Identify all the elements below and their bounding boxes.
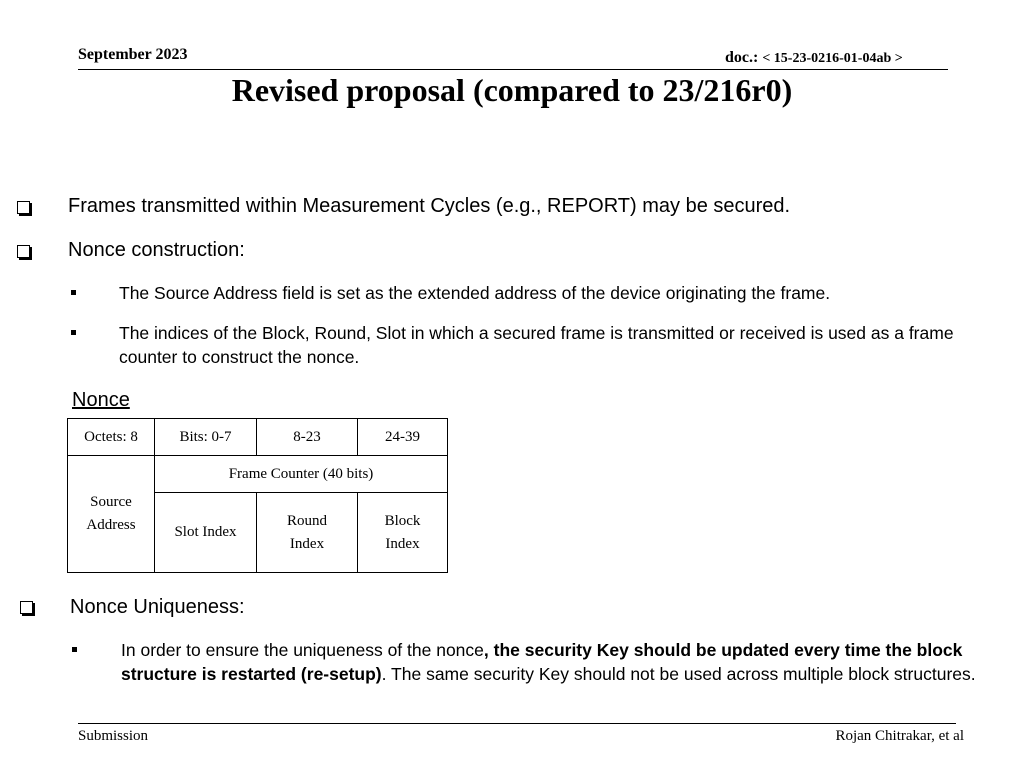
- doc-id: < 15-23-0216-01-04ab >: [762, 51, 903, 66]
- round-index-line1: Round: [286, 512, 327, 529]
- bullet-nonce-uniqueness: Nonce Uniqueness:: [70, 596, 245, 618]
- uniqueness-text-start: In order to ensure the uniqueness of the nonce: [121, 640, 484, 660]
- round-index-line2: Index: [289, 535, 325, 552]
- footer-author: Rojan Chitrakar, et al: [835, 728, 964, 744]
- nonce-table: [67, 418, 448, 573]
- checkbox-bullet-icon: [20, 601, 33, 614]
- doc-prefix: doc.:: [725, 49, 763, 66]
- table-header-bits-24-39: 24-39: [358, 419, 448, 456]
- sub-bullet-source-address: The Source Address field is set as the extended address of the device originating the frame.: [119, 283, 831, 303]
- block-index-line2: Index: [385, 535, 420, 552]
- header-divider: [78, 69, 948, 70]
- frame-counter-cell: Frame Counter (40 bits): [155, 456, 448, 493]
- nonce-label: Nonce: [72, 389, 130, 411]
- block-index-line1: Block: [384, 512, 421, 529]
- footer-submission: Submission: [78, 728, 149, 744]
- slot-index-cell: Slot Index: [155, 493, 257, 573]
- header-doc-id: [725, 49, 903, 67]
- block-index-cell: [358, 493, 448, 573]
- slide-title: Revised proposal (compared to 23/216r0): [231, 72, 793, 108]
- sub-bullet-uniqueness: [121, 638, 1001, 686]
- table-header-octets: Octets: 8: [68, 419, 155, 456]
- uniqueness-text-end: . The same security Key should not be used across multiple block structures.: [381, 664, 976, 684]
- bullet-nonce-construction: Nonce construction:: [68, 239, 245, 261]
- table-header-bits-8-23: 8-23: [257, 419, 358, 456]
- source-address-cell: [68, 456, 155, 573]
- footer-divider: [78, 723, 956, 724]
- uniqueness-text-bold: , the security Key should be updated every time the block structure is restarted (re-setup): [121, 640, 963, 684]
- sub-bullet-indices: The indices of the Block, Round, Slot in which a secured frame is transmitted or received is used as a frame counter to construct the nonce.: [119, 323, 954, 367]
- square-bullet-icon: [71, 330, 76, 335]
- source-address-line2: Address: [86, 517, 136, 533]
- checkbox-bullet-icon: [17, 201, 30, 214]
- source-address-line1: Source: [90, 494, 132, 510]
- bullet-frames-secured: Frames transmitted within Measurement Cycles (e.g., REPORT) may be secured.: [68, 195, 791, 217]
- checkbox-bullet-icon: [17, 245, 30, 258]
- square-bullet-icon: [72, 647, 77, 652]
- table-header-bits-0-7: Bits: 0-7: [155, 419, 257, 456]
- header-date: September 2023: [78, 46, 188, 63]
- round-index-cell: [257, 493, 358, 573]
- square-bullet-icon: [71, 290, 76, 295]
